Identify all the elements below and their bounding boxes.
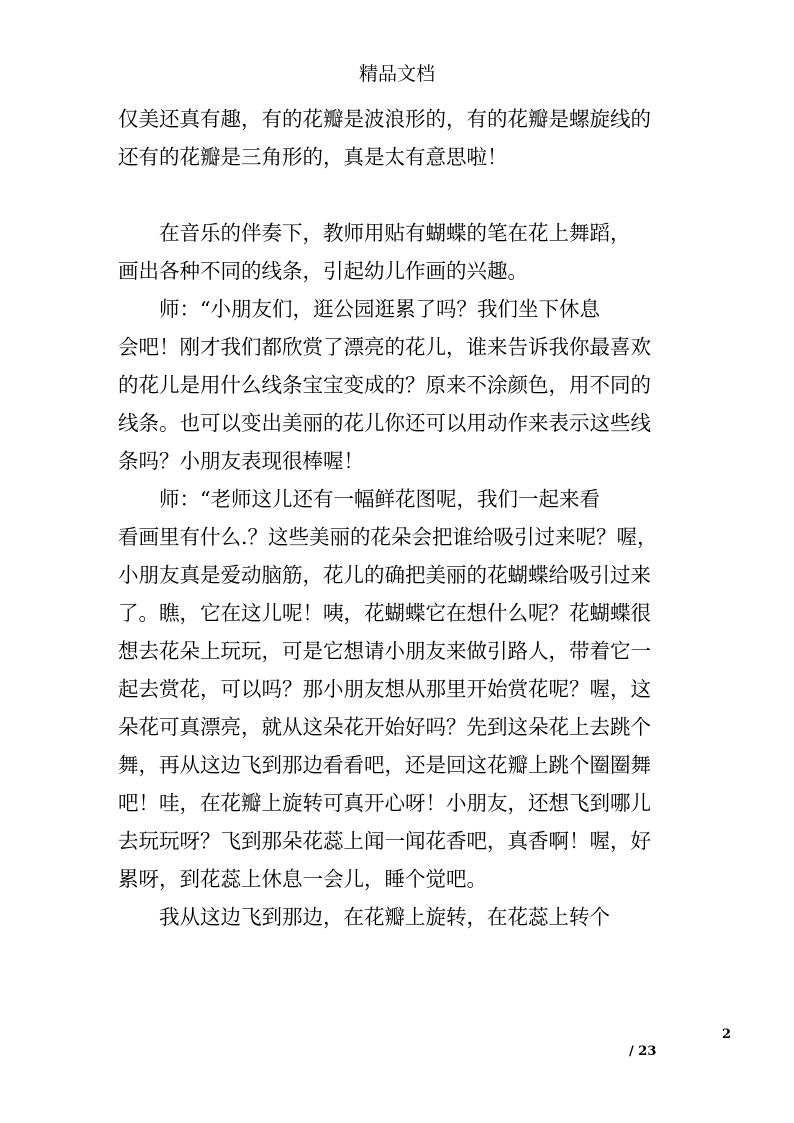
paragraph-gap [118,176,678,214]
body-line: 的花儿是用什么线条宝宝变成的？原来不涂颜色，用不同的 [118,373,651,397]
body-line: 去玩玩呀？飞到那朵花蕊上闻一闻花香吧，真香啊！喔，好 [118,829,651,853]
body-line: 条吗？小朋友表现很棒喔！ [118,449,364,473]
document-header-title: 精品文档 [358,63,435,85]
page-number: 2 [722,1027,732,1042]
body-line: 看画里有什么.？这些美丽的花朵会把谁给吸引过来呢？喔， [118,525,658,549]
body-line: 累呀，到花蕊上休息一会儿，睡个觉吧。 [118,867,487,891]
body-line: 吧！哇，在花瓣上旋转可真开心呀！小朋友，还想飞到哪儿 [118,791,651,815]
body-line: 在音乐的伴奏下，教师用贴有蝴蝶的笔在花上舞蹈， [118,221,631,245]
body-line: 舞，再从这边飞到那边看看吧，还是回这花瓣上跳个圈圈舞 [118,753,651,777]
body-line: 还有的花瓣是三角形的，真是太有意思啦！ [118,145,508,169]
page-total: / 23 [629,1044,657,1059]
body-line: 想去花朵上玩玩，可是它想请小朋友来做引路人，带着它一 [118,639,651,663]
body-line: 小朋友真是爱动脑筋，花儿的确把美丽的花蝴蝶给吸引过来 [118,563,651,587]
body-line: 仅美还真有趣，有的花瓣是波浪形的，有的花瓣是螺旋线的 [118,107,651,131]
body-line: 我从这边飞到那边，在花瓣上旋转，在花蕊上转个 [118,905,610,929]
body-line: 画出各种不同的线条，引起幼儿作画的兴趣。 [118,259,528,283]
body-line: 师：“老师这儿还有一幅鲜花图呢，我们一起来看 [118,487,600,511]
body-line: 朵花可真漂亮，就从这朵花开始好吗？先到这朵花上去跳个 [118,715,651,739]
body-line: 师：“小朋友们，逛公园逛累了吗？我们坐下休息 [118,297,600,321]
body-line: 起去赏花，可以吗？那小朋友想从那里开始赏花呢？喔，这 [118,677,651,701]
body-line: 会吧！刚才我们都欣赏了漂亮的花儿，谁来告诉我你最喜欢 [118,335,651,359]
document-body [118,100,678,936]
body-line: 了。瞧，它在这儿呢！咦，花蝴蝶它在想什么呢？花蝴蝶很 [118,601,651,625]
body-line: 线条。也可以变出美丽的花儿你还可以用动作来表示这些线 [118,411,651,435]
